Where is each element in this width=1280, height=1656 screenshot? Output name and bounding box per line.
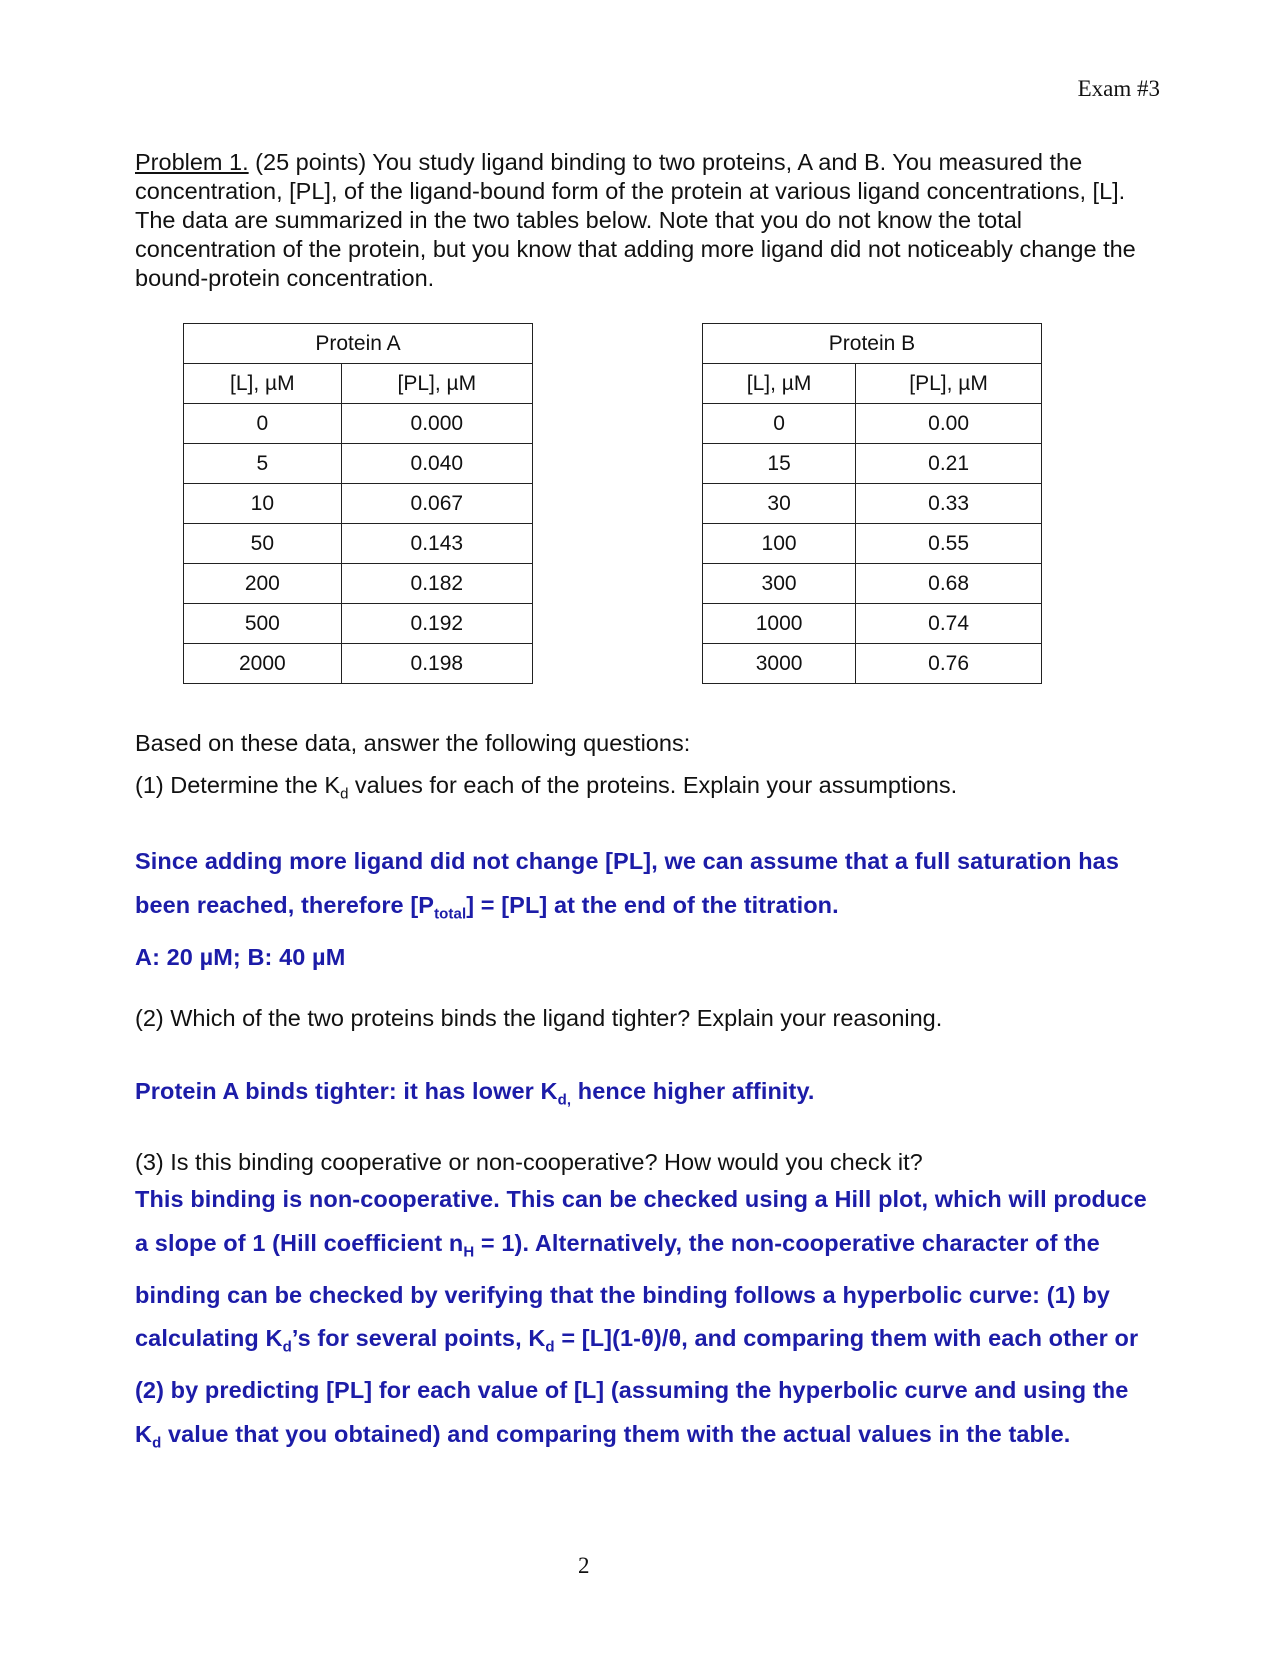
table-row	[703, 564, 1042, 604]
table-cell: 0.21	[856, 444, 1042, 484]
table-cell: 100	[703, 524, 856, 564]
answer-1	[135, 840, 1155, 979]
table-row	[703, 644, 1042, 684]
table-cell: 15	[703, 444, 856, 484]
table-cell: 200	[184, 564, 342, 604]
table-row	[184, 564, 533, 604]
table-cell: 300	[703, 564, 856, 604]
table-row	[703, 524, 1042, 564]
table-row	[184, 524, 533, 564]
protein-a-table	[183, 323, 533, 684]
table-row	[703, 604, 1042, 644]
answer-text: = 1). Alternatively, the non-cooperative character of the binding can be checked by verifying that the binding follows a hyperbolic curve: (1) by calculating K	[135, 1229, 1110, 1352]
question-1	[135, 772, 957, 803]
subscript: d,	[557, 1091, 572, 1109]
answer-text: ] = [PL] at the end of the titration.	[466, 891, 839, 918]
table-cell: 0.00	[856, 404, 1042, 444]
table-cell: 0.182	[341, 564, 532, 604]
table-cell: 0.000	[341, 404, 532, 444]
table-cell: 5	[184, 444, 342, 484]
answer-text: hence higher affinity.	[571, 1078, 815, 1104]
table-cell: 0	[703, 404, 856, 444]
page-number: 2	[578, 1553, 590, 1578]
table-row	[184, 644, 533, 684]
column-header: [L], µM	[703, 364, 856, 404]
table-cell: 30	[703, 484, 856, 524]
table-row	[184, 484, 533, 524]
table-row	[184, 444, 533, 484]
question-text: (1) Determine the K	[135, 772, 341, 798]
subscript: H	[463, 1243, 475, 1261]
answer-2	[135, 1070, 1155, 1122]
answer-text: This binding is non-cooperative. This can be checked using a Hill plot, which will produce a slope of 1 (Hill coefficient n	[135, 1186, 1147, 1256]
table-cell: 2000	[184, 644, 342, 684]
table-cell: 3000	[703, 644, 856, 684]
answer-text: = [L](1-θ)/θ, and comparing them with each other or (2) by predicting [PL] for each value of [L] (assuming the hyperbolic curve and using the K	[135, 1325, 1139, 1447]
table-cell: 0.040	[341, 444, 532, 484]
table-row	[703, 404, 1042, 444]
table-cell: 0.74	[856, 604, 1042, 644]
table-title: Protein A	[184, 324, 533, 364]
table-cell: 0.33	[856, 484, 1042, 524]
table-cell: 0.68	[856, 564, 1042, 604]
table-cell: 500	[184, 604, 342, 644]
table-cell: 0.198	[341, 644, 532, 684]
table-title: Protein B	[703, 324, 1042, 364]
question-3: (3) Is this binding cooperative or non-cooperative? How would you check it?	[135, 1149, 923, 1175]
protein-b-table	[702, 323, 1042, 684]
table-cell: 0.067	[341, 484, 532, 524]
table-row	[703, 444, 1042, 484]
table-row	[184, 604, 533, 644]
subscript: d	[282, 1338, 292, 1356]
exam-header: Exam #3	[1077, 76, 1160, 101]
answer-values: A: 20 µM; B: 40 µM	[135, 943, 346, 970]
problem-text: (25 points) You study ligand binding to two proteins, A and B. You measured the concentration, [PL], of the ligand-bound form of the protein at various ligand concentrations, [L]. The data are summarized in the two tables below. Note that you do not know the total concentration of the protein, but you know that adding more ligand did not noticeably change the bound-protein concentration.	[135, 149, 1136, 291]
column-header: [L], µM	[184, 364, 342, 404]
subscript: d	[152, 1434, 162, 1452]
table-row	[703, 484, 1042, 524]
table-cell: 0.76	[856, 644, 1042, 684]
subscript: total	[434, 905, 467, 923]
column-header: [PL], µM	[341, 364, 532, 404]
table-cell: 50	[184, 524, 342, 564]
table-cell: 0	[184, 404, 342, 444]
questions-intro: Based on these data, answer the following questions:	[135, 730, 691, 756]
table-cell: 0.192	[341, 604, 532, 644]
answer-text: Protein A binds tighter: it has lower K	[135, 1078, 558, 1104]
answer-3	[135, 1178, 1155, 1465]
column-header: [PL], µM	[856, 364, 1042, 404]
problem-statement	[135, 148, 1145, 293]
table-row	[184, 404, 533, 444]
subscript: d	[545, 1338, 555, 1356]
table-cell: 10	[184, 484, 342, 524]
table-cell: 0.143	[341, 524, 532, 564]
answer-text: ’s for several points, K	[291, 1325, 546, 1352]
problem-label: Problem 1.	[135, 149, 249, 175]
answer-text: value that you obtained) and comparing them with the actual values in the table.	[161, 1420, 1071, 1447]
subscript: d	[340, 785, 349, 803]
answer-text: Since adding more ligand did not change [PL], we can assume that a full saturation has been reached, therefore [P	[135, 848, 1120, 918]
table-cell: 1000	[703, 604, 856, 644]
question-2: (2) Which of the two proteins binds the ligand tighter? Explain your reasoning.	[135, 1005, 943, 1031]
question-text: values for each of the proteins. Explain your assumptions.	[348, 772, 958, 798]
table-cell: 0.55	[856, 524, 1042, 564]
